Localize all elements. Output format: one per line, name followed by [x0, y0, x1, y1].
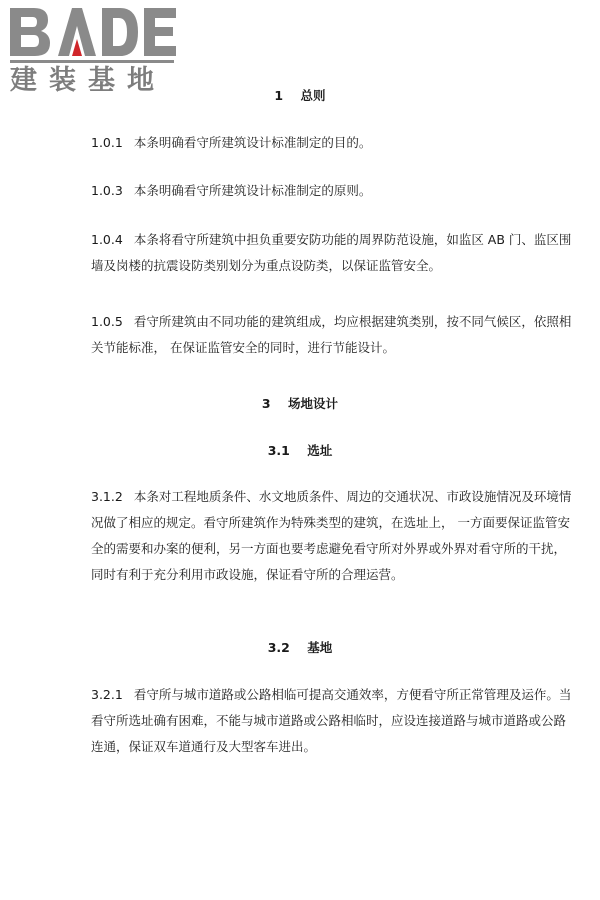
clause-3-2-1 — [91, 682, 572, 760]
clause-number: 1.0.1 — [91, 135, 123, 150]
section-heading-site-selection — [0, 443, 600, 459]
logo-letter-e — [144, 8, 176, 56]
section-title: 场地设计 — [288, 396, 339, 411]
clause-line — [91, 178, 511, 204]
clause-line: 连通，保证双车道通行及大型客车进出。 — [91, 739, 317, 754]
section-heading-base — [0, 640, 600, 656]
clause-line — [91, 309, 572, 335]
clause-1-0-5 — [91, 309, 572, 361]
section-heading-site-design — [0, 396, 600, 412]
clause-text: 本条对工程地质条件、水文地质条件、周边的交通状况、市政设施情况及环境情 — [133, 489, 572, 504]
clause-number: 1.0.5 — [91, 314, 123, 329]
clause-line — [91, 227, 572, 253]
clause-line: 关节能标准， 在保证监管安全的同时，进行节能设计。 — [91, 340, 395, 355]
clause-text: 本条明确看守所建筑设计标准制定的目的。 — [133, 135, 372, 150]
clause-text: 看守所与城市道路或公路相临可提高交通效率，方便看守所正常管理及运作。当 — [133, 687, 572, 702]
clause-number: 1.0.4 — [91, 232, 123, 247]
section-heading-general — [0, 88, 600, 104]
logo-accent-triangle — [72, 39, 82, 56]
clause-number: 3.2.1 — [91, 687, 123, 702]
clause-number: 3.1.2 — [91, 489, 123, 504]
logo-letter-b — [10, 8, 50, 56]
logo-divider — [10, 60, 174, 63]
clause-line — [91, 484, 572, 510]
clause-line: 全的需要和办案的便利，另一方面也要考虑避免看守所对外界或外界对看守所的干扰， — [91, 541, 567, 556]
clause-3-1-2 — [91, 484, 572, 588]
section-number: 3 — [261, 396, 271, 411]
clause-line — [91, 682, 572, 708]
clause-line: 同时有利于充分利用市政设施，保证看守所的合理运营。 — [91, 567, 404, 582]
logo-chinese-name: 建装基地 — [10, 65, 166, 96]
section-title: 总则 — [300, 88, 326, 103]
clause-1-0-3 — [91, 178, 511, 204]
clause-number: 1.0.3 — [91, 183, 123, 198]
section-number: 3.1 — [267, 443, 290, 458]
clause-1-0-1 — [91, 130, 511, 156]
clause-line — [91, 130, 511, 156]
clause-line: 墙及岗楼的抗震设防类别划分为重点设防类，以保证监管安全。 — [91, 258, 442, 273]
clause-line: 看守所选址确有困难，不能与城市道路或公路相临时，应设连接道路与城市道路或公路 — [91, 713, 567, 728]
section-title: 选址 — [307, 443, 333, 458]
clause-text: 本条明确看守所建筑设计标准制定的原则。 — [133, 183, 372, 198]
brand-logo — [8, 6, 178, 96]
section-title: 基地 — [307, 640, 333, 655]
clause-1-0-4 — [91, 227, 572, 279]
section-number: 3.2 — [267, 640, 290, 655]
clause-line: 况做了相应的规定。看守所建筑作为特殊类型的建筑，在选址上， 一方面要保证监管安 — [91, 515, 570, 530]
bade-wordmark — [8, 6, 178, 58]
clause-text: 看守所建筑由不同功能的建筑组成，均应根据建筑类别，按不同气候区，依照相 — [133, 314, 572, 329]
section-number: 1 — [274, 88, 284, 103]
logo-letter-d — [102, 8, 138, 56]
clause-text: 本条将看守所建筑中担负重要安防功能的周界防范设施，如监区 AB 门、监区围 — [133, 232, 572, 247]
